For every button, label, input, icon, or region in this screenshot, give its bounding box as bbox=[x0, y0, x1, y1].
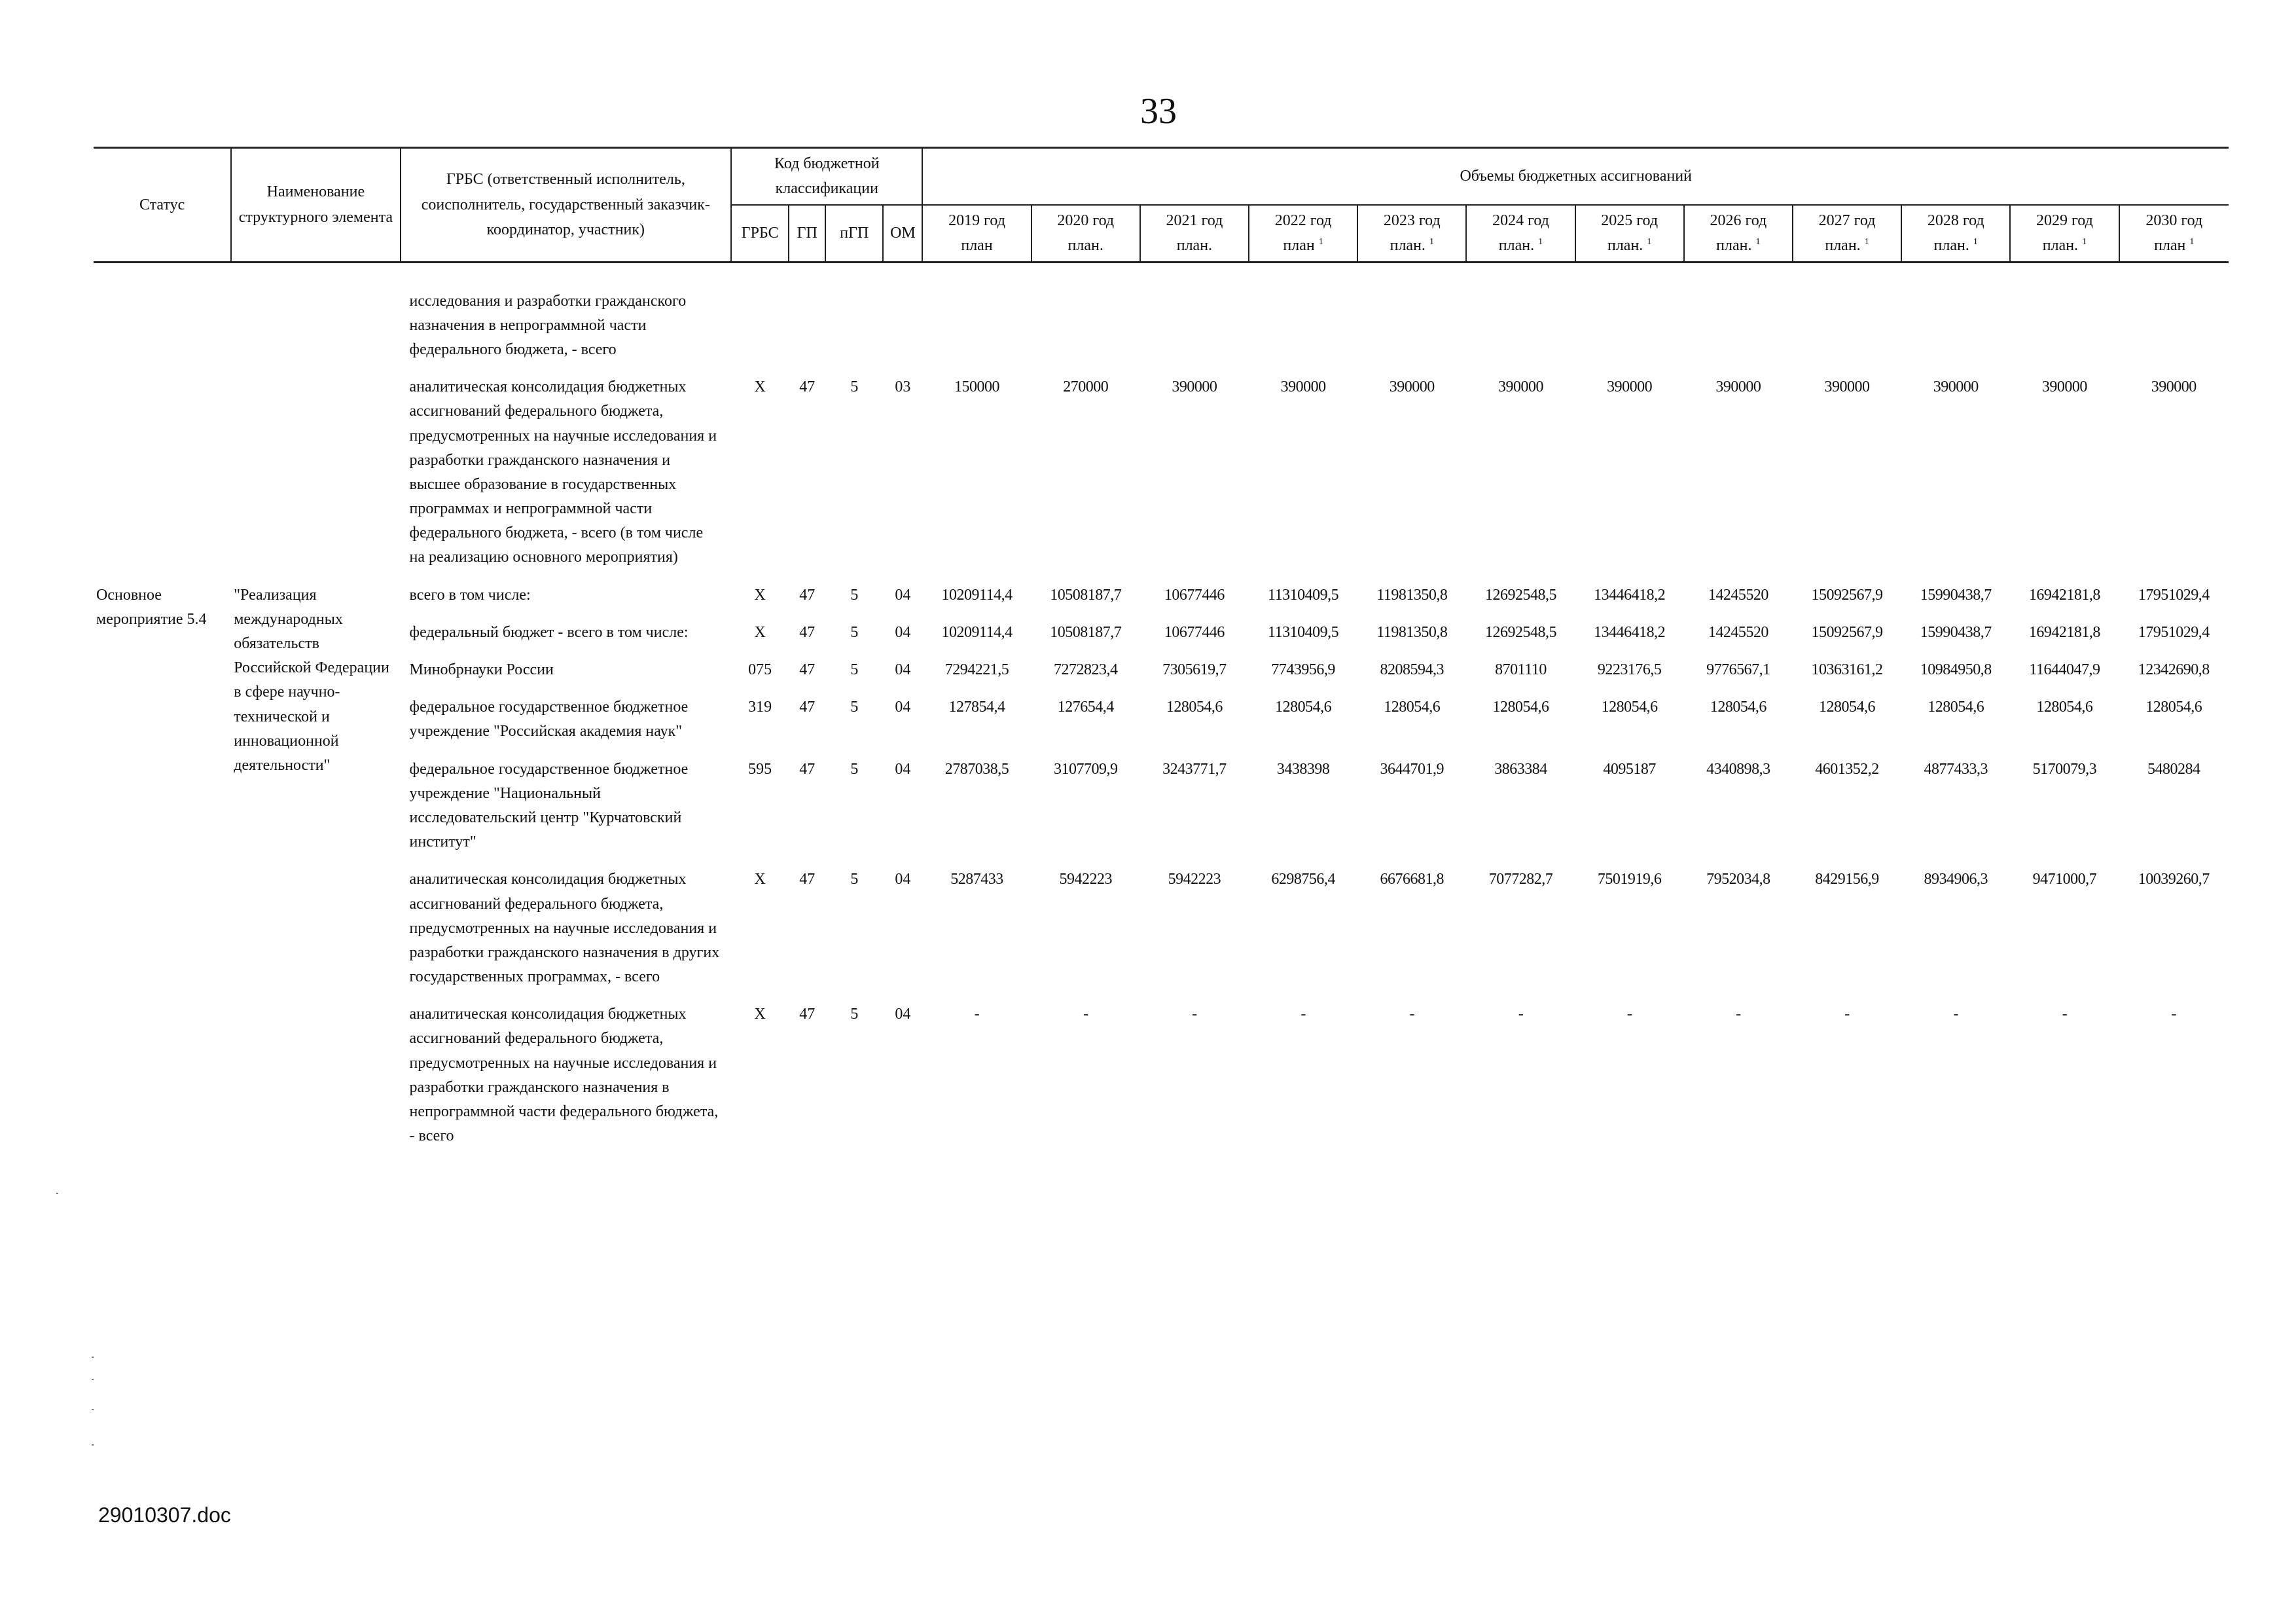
value-cell: 11310409,5 bbox=[1268, 623, 1339, 641]
code-cell: 5 bbox=[850, 1006, 859, 1023]
header-code-column: ОМ bbox=[883, 205, 922, 262]
value-cell: 128054,6 bbox=[1275, 699, 1332, 716]
header-plan-kind: план. bbox=[1067, 237, 1103, 255]
value-cell: 7272823,4 bbox=[1053, 661, 1118, 678]
value-cell bbox=[1357, 262, 1466, 371]
code-cell: 47 bbox=[799, 623, 816, 641]
scan-mark bbox=[92, 1409, 94, 1410]
header-year-column bbox=[1249, 205, 1357, 262]
value-cell: 128054,6 bbox=[2145, 699, 2202, 716]
header-plan-kind: план bbox=[961, 237, 993, 255]
value-cell: 390000 bbox=[1172, 378, 1217, 396]
value-cell bbox=[1249, 262, 1357, 371]
row-name: федеральный бюджет - всего в том числе: bbox=[409, 623, 689, 641]
value-cell: 7743956,9 bbox=[1271, 661, 1335, 678]
value-cell: - bbox=[1844, 1006, 1850, 1023]
header-footnote-mark: 1 bbox=[2189, 237, 2195, 247]
code-cell: 595 bbox=[748, 760, 772, 778]
header-footnote-mark: 1 bbox=[1647, 237, 1652, 247]
value-cell: 5170079,3 bbox=[2032, 760, 2097, 778]
value-cell: 8429156,9 bbox=[1815, 871, 1879, 888]
scan-mark bbox=[92, 1444, 94, 1446]
code-cell: 5 bbox=[850, 871, 859, 888]
code-cell: 04 bbox=[895, 760, 911, 778]
value-cell: - bbox=[1953, 1006, 1958, 1023]
value-cell: 9471000,7 bbox=[2032, 871, 2097, 888]
value-cell: 2787038,5 bbox=[944, 760, 1009, 778]
value-cell: 128054,6 bbox=[1601, 699, 1658, 716]
code-cell: 319 bbox=[748, 699, 772, 716]
code-cell: X bbox=[754, 378, 766, 396]
value-cell: 12692548,5 bbox=[1484, 623, 1556, 641]
code-cell: 47 bbox=[799, 699, 816, 716]
value-cell: 13446418,2 bbox=[1594, 623, 1666, 641]
value-cell: 8208594,3 bbox=[1380, 661, 1444, 678]
value-cell: 8934906,3 bbox=[1924, 871, 1988, 888]
code-cell bbox=[883, 262, 922, 371]
value-cell: 128054,6 bbox=[1384, 699, 1441, 716]
header-volumes: Объемы бюджетных ассигнований bbox=[922, 148, 2229, 205]
value-cell: 10508187,7 bbox=[1050, 623, 1122, 641]
value-cell bbox=[1901, 262, 2010, 371]
value-cell: 128054,6 bbox=[1710, 699, 1767, 716]
value-cell bbox=[1031, 262, 1140, 371]
header-plan-kind: план bbox=[1283, 237, 1315, 255]
value-cell: 14245520 bbox=[1708, 586, 1768, 604]
code-cell: 5 bbox=[850, 586, 859, 604]
value-cell: 9776567,1 bbox=[1706, 661, 1770, 678]
value-cell: 128054,6 bbox=[1166, 699, 1223, 716]
value-cell: 9223176,5 bbox=[1597, 661, 1662, 678]
table-row bbox=[94, 262, 2229, 371]
value-cell: 4095187 bbox=[1603, 760, 1656, 778]
table-row bbox=[94, 864, 2229, 998]
header-year: 2020 год bbox=[1057, 211, 1115, 229]
header-year: 2024 год bbox=[1492, 211, 1549, 229]
header-year: 2027 год bbox=[1818, 211, 1876, 229]
value-cell: 10209114,4 bbox=[941, 623, 1013, 641]
header-status: Статус bbox=[94, 148, 231, 263]
table-row bbox=[94, 617, 2229, 654]
header-plan-kind: план. bbox=[1716, 237, 1752, 255]
code-cell bbox=[731, 262, 789, 371]
header-year: 2022 год bbox=[1274, 211, 1332, 229]
code-cell: X bbox=[754, 623, 766, 641]
value-cell: 7294221,5 bbox=[944, 661, 1009, 678]
value-cell: 15990438,7 bbox=[1920, 623, 1992, 641]
header-code-column: ГП bbox=[789, 205, 825, 262]
value-cell: 390000 bbox=[1933, 378, 1979, 396]
value-cell: 6298756,4 bbox=[1271, 871, 1335, 888]
header-year-column bbox=[1575, 205, 1684, 262]
table-row bbox=[94, 371, 2229, 579]
value-cell bbox=[1684, 262, 1793, 371]
value-cell: 10677446 bbox=[1164, 586, 1225, 604]
header-year: 2026 год bbox=[1710, 211, 1767, 229]
header-year: 2028 год bbox=[1927, 211, 1984, 229]
value-cell: 13446418,2 bbox=[1594, 586, 1666, 604]
value-cell: 390000 bbox=[1824, 378, 1870, 396]
header-footnote-mark: 1 bbox=[2082, 237, 2087, 247]
value-cell: 10984950,8 bbox=[1920, 661, 1992, 678]
scan-mark bbox=[56, 1193, 58, 1194]
value-cell: 10677446 bbox=[1164, 623, 1225, 641]
header-code-column: пГП bbox=[825, 205, 883, 262]
header-year-column bbox=[2119, 205, 2229, 262]
header-year: 2021 год bbox=[1166, 211, 1223, 229]
code-cell: 5 bbox=[850, 760, 859, 778]
header-footnote-mark: 1 bbox=[1538, 237, 1543, 247]
value-cell: - bbox=[1083, 1006, 1088, 1023]
row-name: аналитическая консолидация бюджетных ассигнований федерального бюджета, предусмотренных на научные исследования и разработки гражданского назначения в других государственных программах, - всего bbox=[409, 871, 720, 986]
value-cell: 128054,6 bbox=[1492, 699, 1549, 716]
code-cell: 04 bbox=[895, 1006, 911, 1023]
value-cell: 11310409,5 bbox=[1268, 586, 1339, 604]
code-cell bbox=[825, 262, 883, 371]
value-cell: - bbox=[1626, 1006, 1632, 1023]
value-cell: 5942223 bbox=[1059, 871, 1112, 888]
value-cell: 5287433 bbox=[950, 871, 1003, 888]
value-cell: - bbox=[1409, 1006, 1415, 1023]
element-main-event: "Реализация международных обязательств Российской Федерации в сфере научно-технической и инновационной деятельности" bbox=[234, 586, 389, 774]
value-cell: 15990438,7 bbox=[1920, 586, 1992, 604]
value-cell: 5480284 bbox=[2147, 760, 2200, 778]
row-name: Минобрнауки России bbox=[409, 661, 554, 678]
header-year: 2029 год bbox=[2036, 211, 2093, 229]
header-element-name: Наименование структурного элемента bbox=[231, 148, 400, 263]
header-plan-kind: план. bbox=[1825, 237, 1861, 255]
value-cell: 4877433,3 bbox=[1924, 760, 1988, 778]
value-cell: 390000 bbox=[1607, 378, 1653, 396]
code-cell: 04 bbox=[895, 623, 911, 641]
scan-mark bbox=[92, 1357, 94, 1358]
header-plan-kind: план. bbox=[1933, 237, 1969, 255]
row-name: аналитическая консолидация бюджетных ассигнований федерального бюджета, предусмотренных на научные исследования и разработки гражданского назначения в непрограммной части федерального бюджета, - всего bbox=[409, 1006, 719, 1145]
value-cell: 128054,6 bbox=[1819, 699, 1876, 716]
code-cell: 47 bbox=[799, 760, 816, 778]
value-cell: 3243771,7 bbox=[1162, 760, 1227, 778]
value-cell: 12342690,8 bbox=[2138, 661, 2210, 678]
value-cell bbox=[1575, 262, 1684, 371]
value-cell bbox=[2119, 262, 2229, 371]
header-footnote-mark: 1 bbox=[1318, 237, 1323, 247]
value-cell: 3644701,9 bbox=[1380, 760, 1444, 778]
value-cell: - bbox=[2171, 1006, 2176, 1023]
value-cell: 7501919,6 bbox=[1597, 871, 1662, 888]
value-cell: - bbox=[974, 1006, 980, 1023]
header-plan-kind: план. bbox=[1176, 237, 1213, 255]
value-cell: 7077282,7 bbox=[1488, 871, 1553, 888]
code-cell: 5 bbox=[850, 378, 859, 396]
value-cell: 390000 bbox=[1389, 378, 1435, 396]
table-row bbox=[94, 998, 2229, 1158]
value-cell bbox=[2010, 262, 2119, 371]
value-cell: - bbox=[1518, 1006, 1524, 1023]
value-cell: 390000 bbox=[1498, 378, 1543, 396]
value-cell bbox=[1466, 262, 1575, 371]
value-cell: 128054,6 bbox=[2036, 699, 2093, 716]
code-cell: 47 bbox=[799, 586, 816, 604]
code-cell: 5 bbox=[850, 661, 859, 678]
header-year-column bbox=[1466, 205, 1575, 262]
value-cell bbox=[1140, 262, 1249, 371]
code-cell: 47 bbox=[799, 871, 816, 888]
row-name: федеральное государственное бюджетное учреждение "Российская академия наук" bbox=[409, 699, 689, 740]
value-cell: 14245520 bbox=[1708, 623, 1768, 641]
value-cell: 4340898,3 bbox=[1706, 760, 1770, 778]
row-name: аналитическая консолидация бюджетных ассигнований федерального бюджета, предусмотренных на научные исследования и разработки гражданского назначения и высшее образование в государственных программах и непрограммной части федерального бюджета, - всего (в том числе на реализацию основного мероприятия) bbox=[409, 378, 717, 566]
header-year-column bbox=[2010, 205, 2119, 262]
value-cell: 11644047,9 bbox=[2029, 661, 2100, 678]
header-code-column: ГРБС bbox=[731, 205, 789, 262]
value-cell: 17951029,4 bbox=[2138, 623, 2210, 641]
value-cell: 16942181,8 bbox=[2028, 623, 2100, 641]
table-row bbox=[94, 754, 2229, 864]
value-cell: 17951029,4 bbox=[2138, 586, 2210, 604]
header-footnote-mark: 1 bbox=[1864, 237, 1869, 247]
code-cell: 47 bbox=[799, 661, 816, 678]
value-cell: 128054,6 bbox=[1928, 699, 1984, 716]
value-cell: 8701110 bbox=[1495, 661, 1547, 678]
header-year: 2030 год bbox=[2145, 211, 2203, 229]
code-cell: 47 bbox=[799, 1006, 816, 1023]
code-cell: X bbox=[754, 1006, 766, 1023]
header-year: 2019 год bbox=[948, 211, 1005, 229]
header-year-column bbox=[1357, 205, 1466, 262]
budget-allocation-table bbox=[94, 147, 2229, 1158]
value-cell: - bbox=[2062, 1006, 2068, 1023]
value-cell: - bbox=[1192, 1006, 1197, 1023]
code-cell: 075 bbox=[748, 661, 772, 678]
value-cell: 10209114,4 bbox=[941, 586, 1013, 604]
scan-mark bbox=[92, 1379, 94, 1380]
header-budget-code: Код бюджетной классификации bbox=[731, 148, 922, 205]
value-cell: - bbox=[1736, 1006, 1741, 1023]
code-cell: 03 bbox=[895, 378, 911, 396]
header-year: 2023 год bbox=[1383, 211, 1441, 229]
header-footnote-mark: 1 bbox=[1973, 237, 1978, 247]
row-name: исследования и разработки гражданского назначения в непрограммной части федерального бюджета, - всего bbox=[409, 292, 687, 358]
value-cell: 150000 bbox=[954, 378, 1000, 396]
value-cell: 127654,4 bbox=[1057, 699, 1114, 716]
value-cell: 15092567,9 bbox=[1811, 586, 1883, 604]
value-cell: 3107709,9 bbox=[1053, 760, 1118, 778]
page-number: 33 bbox=[1140, 91, 1177, 132]
value-cell: 127854,4 bbox=[948, 699, 1005, 716]
value-cell: 390000 bbox=[2151, 378, 2197, 396]
code-cell: X bbox=[754, 586, 766, 604]
value-cell bbox=[922, 262, 1031, 371]
table-row bbox=[94, 691, 2229, 753]
value-cell bbox=[1793, 262, 1901, 371]
code-cell: 04 bbox=[895, 661, 911, 678]
value-cell: 10508187,7 bbox=[1050, 586, 1122, 604]
code-cell: 47 bbox=[799, 378, 816, 396]
value-cell: 7952034,8 bbox=[1706, 871, 1770, 888]
value-cell: 4601352,2 bbox=[1815, 760, 1879, 778]
table-row bbox=[94, 579, 2229, 617]
code-cell: 5 bbox=[850, 699, 859, 716]
value-cell: 16942181,8 bbox=[2028, 586, 2100, 604]
code-cell: 04 bbox=[895, 871, 911, 888]
code-cell: 04 bbox=[895, 586, 911, 604]
value-cell: 390000 bbox=[1715, 378, 1761, 396]
value-cell: 10039260,7 bbox=[2138, 871, 2210, 888]
header-plan-kind: план. bbox=[1390, 237, 1426, 255]
header-plan-kind: план. bbox=[1607, 237, 1643, 255]
code-cell bbox=[789, 262, 825, 371]
value-cell: 3863384 bbox=[1494, 760, 1547, 778]
value-cell: 11981350,8 bbox=[1376, 623, 1448, 641]
code-cell: X bbox=[754, 871, 766, 888]
value-cell: 3438398 bbox=[1276, 760, 1330, 778]
header-year-column bbox=[1901, 205, 2010, 262]
code-cell: 04 bbox=[895, 699, 911, 716]
row-name: всего в том числе: bbox=[409, 586, 531, 604]
status-cell bbox=[94, 262, 231, 579]
header-year: 2025 год bbox=[1601, 211, 1659, 229]
header-year-column bbox=[1684, 205, 1793, 262]
element-cell bbox=[231, 262, 400, 579]
value-cell: 390000 bbox=[1280, 378, 1326, 396]
header-year-column bbox=[1140, 205, 1249, 262]
code-cell: 5 bbox=[850, 623, 859, 641]
footer-file-name: 29010307.doc bbox=[98, 1503, 231, 1527]
row-name: федеральное государственное бюджетное учреждение "Национальный исследовательский центр "Курчатовский институт" bbox=[409, 760, 689, 851]
value-cell: 6676681,8 bbox=[1380, 871, 1444, 888]
header-plan-kind: план. bbox=[2042, 237, 2079, 255]
value-cell: 270000 bbox=[1063, 378, 1109, 396]
header-footnote-mark: 1 bbox=[1755, 237, 1761, 247]
table-row bbox=[94, 654, 2229, 691]
header-plan-kind: план bbox=[2154, 237, 2186, 255]
value-cell: - bbox=[1300, 1006, 1306, 1023]
value-cell: 390000 bbox=[2041, 378, 2087, 396]
value-cell: 10363161,2 bbox=[1811, 661, 1883, 678]
header-plan-kind: план. bbox=[1498, 237, 1535, 255]
header-year-column bbox=[1793, 205, 1901, 262]
header-grbs: ГРБС (ответственный исполнитель, соисполнитель, государственный заказчик-координатор, участник) bbox=[401, 148, 732, 263]
value-cell: 12692548,5 bbox=[1484, 586, 1556, 604]
header-footnote-mark: 1 bbox=[1429, 237, 1434, 247]
value-cell: 7305619,7 bbox=[1162, 661, 1227, 678]
header-year-column bbox=[1031, 205, 1140, 262]
value-cell: 5942223 bbox=[1168, 871, 1221, 888]
value-cell: 11981350,8 bbox=[1376, 586, 1448, 604]
header-year-column bbox=[922, 205, 1031, 262]
value-cell: 15092567,9 bbox=[1811, 623, 1883, 641]
status-main-event: Основное мероприятие 5.4 bbox=[96, 586, 207, 628]
